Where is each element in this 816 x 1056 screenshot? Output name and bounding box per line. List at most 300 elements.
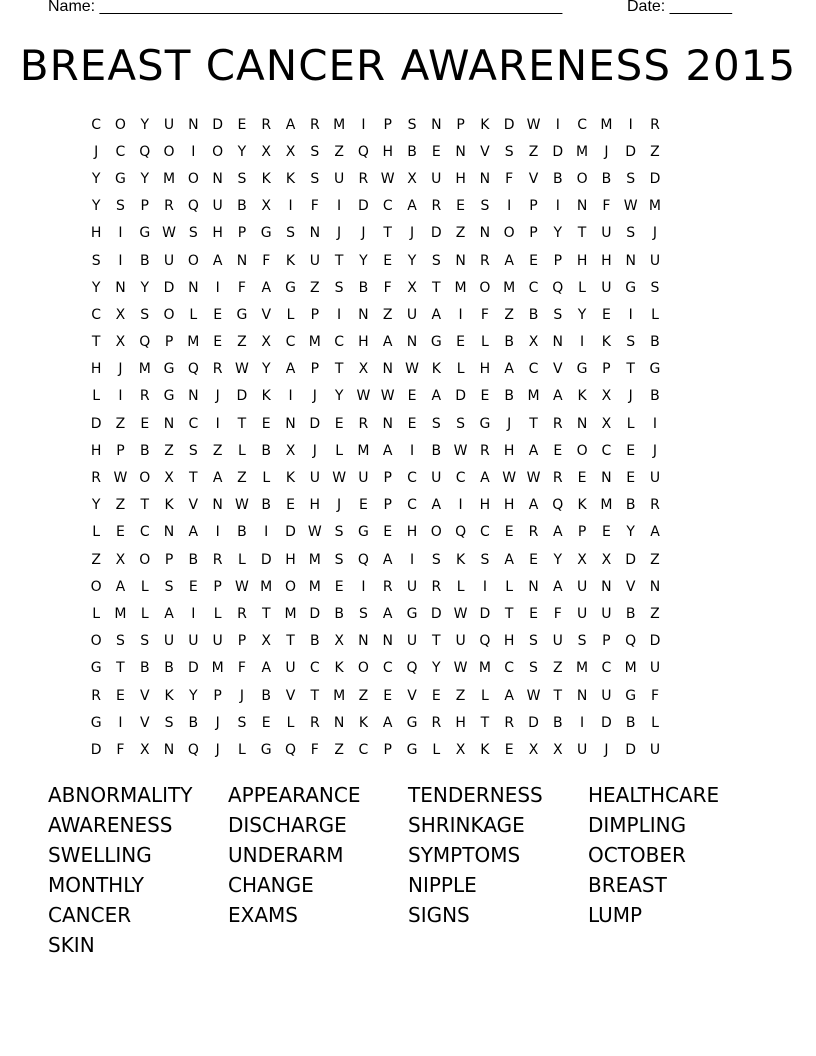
- grid-letter: K: [261, 170, 271, 187]
- grid-letter: A: [285, 361, 296, 378]
- grid-letter: M: [527, 388, 540, 405]
- grid-letter: N: [406, 334, 418, 351]
- grid-letter: B: [431, 442, 442, 459]
- grid-letter: Z: [358, 687, 369, 704]
- grid-letter: K: [480, 741, 490, 758]
- grid-letter: H: [601, 252, 612, 269]
- word-list-item: MONTHLY: [48, 873, 144, 897]
- grid-letter: L: [626, 415, 635, 432]
- grid-row: [84, 464, 740, 491]
- word-list: [48, 780, 768, 960]
- word-list-item: UNDERARM: [228, 843, 344, 867]
- grid-letter: S: [626, 225, 636, 242]
- grid-letter: N: [285, 415, 296, 432]
- grid-letter: E: [213, 306, 223, 323]
- word-list-item: SIGNS: [408, 903, 470, 927]
- grid-letter: Q: [285, 741, 297, 758]
- grid-letter: G: [406, 741, 418, 758]
- grid-letter: N: [431, 116, 442, 133]
- grid-letter: Z: [212, 442, 223, 459]
- grid-letter: N: [576, 415, 588, 432]
- grid-letter: T: [529, 415, 538, 432]
- grid-letter: A: [285, 116, 296, 133]
- grid-letter: M: [187, 334, 200, 351]
- grid-letter: R: [480, 442, 490, 459]
- grid-letter: L: [456, 361, 465, 378]
- grid-letter: N: [188, 279, 199, 296]
- word-list-item: SYMPTOMS: [408, 843, 521, 867]
- grid-letter: U: [431, 170, 442, 187]
- grid-letter: P: [164, 334, 174, 351]
- grid-letter: J: [215, 388, 220, 405]
- grid-letter: B: [650, 334, 660, 351]
- grid-letter: N: [358, 633, 369, 650]
- grid-letter: Z: [237, 334, 247, 351]
- grid-letter: U: [431, 470, 442, 487]
- grid-letter: E: [504, 524, 514, 541]
- grid-letter: P: [383, 741, 392, 758]
- letter-grid: [84, 111, 740, 764]
- grid-letter: Y: [577, 306, 587, 323]
- grid-letter: J: [118, 361, 123, 378]
- grid-letter: B: [552, 170, 563, 187]
- grid-letter: Q: [552, 279, 564, 296]
- grid-letter: X: [601, 388, 612, 405]
- grid-letter: K: [285, 252, 296, 269]
- grid-letter: K: [431, 361, 441, 378]
- grid-letter: H: [90, 225, 102, 242]
- grid-letter: F: [237, 660, 246, 677]
- grid-letter: J: [215, 714, 220, 731]
- grid-letter: E: [529, 605, 538, 622]
- grid-letter: U: [649, 252, 661, 269]
- grid-letter: U: [285, 660, 296, 677]
- grid-letter: M: [333, 687, 346, 704]
- grid-letter: A: [382, 334, 393, 351]
- grid-letter: W: [235, 578, 249, 595]
- grid-letter: H: [90, 442, 102, 459]
- grid-letter: F: [116, 741, 125, 758]
- grid-letter: Y: [189, 687, 198, 704]
- grid-letter: A: [553, 388, 563, 405]
- grid-letter: E: [334, 578, 344, 595]
- grid-letter: L: [505, 578, 514, 595]
- grid-letter: D: [187, 660, 199, 677]
- grid-letter: A: [212, 252, 223, 269]
- grid-letter: H: [455, 170, 466, 187]
- grid-letter: A: [164, 605, 174, 622]
- grid-letter: G: [357, 524, 369, 541]
- grid-letter: D: [260, 551, 272, 568]
- grid-letter: U: [649, 741, 661, 758]
- grid-letter: C: [407, 470, 417, 487]
- grid-letter: U: [163, 252, 175, 269]
- grid-letter: A: [504, 252, 514, 269]
- grid-letter: T: [140, 497, 150, 514]
- grid-letter: H: [309, 497, 321, 514]
- grid-letter: Y: [359, 252, 368, 269]
- grid-letter: V: [188, 497, 199, 514]
- grid-letter: S: [237, 714, 247, 731]
- grid-letter: I: [361, 578, 366, 595]
- grid-letter: B: [139, 252, 150, 269]
- grid-letter: R: [552, 415, 563, 432]
- grid-letter: K: [480, 116, 490, 133]
- grid-letter: I: [628, 306, 633, 323]
- grid-letter: O: [285, 578, 297, 595]
- grid-letter: V: [528, 170, 539, 187]
- grid-letter: X: [407, 170, 417, 187]
- grid-letter: I: [337, 306, 342, 323]
- grid-letter: T: [383, 225, 392, 242]
- grid-letter: D: [163, 279, 175, 296]
- grid-letter: G: [139, 225, 151, 242]
- grid-letter: N: [212, 170, 223, 187]
- grid-letter: M: [454, 279, 467, 296]
- grid-letter: I: [628, 116, 633, 133]
- grid-letter: O: [187, 252, 199, 269]
- word-list-item: AWARENESS: [48, 813, 173, 837]
- grid-letter: E: [407, 415, 417, 432]
- grid-letter: H: [503, 633, 515, 650]
- grid-letter: R: [139, 388, 150, 405]
- grid-letter: Y: [334, 388, 344, 405]
- grid-letter: M: [503, 279, 516, 296]
- grid-letter: P: [310, 306, 320, 323]
- grid-letter: N: [163, 741, 175, 758]
- grid-letter: N: [382, 415, 393, 432]
- grid-letter: Y: [432, 660, 441, 677]
- grid-letter: N: [552, 334, 564, 351]
- grid-letter: N: [212, 497, 223, 514]
- grid-letter: M: [211, 660, 224, 677]
- grid-letter: T: [577, 225, 587, 242]
- grid-letter: P: [116, 442, 125, 459]
- grid-letter: N: [455, 143, 466, 160]
- grid-letter: Y: [140, 279, 150, 296]
- grid-letter: P: [529, 198, 538, 215]
- grid-letter: D: [212, 116, 224, 133]
- grid-letter: K: [577, 388, 587, 405]
- grid-letter: I: [118, 252, 123, 269]
- grid-letter: I: [409, 442, 415, 459]
- grid-row: [84, 682, 740, 709]
- grid-letter: M: [308, 578, 321, 595]
- grid-letter: Z: [164, 442, 174, 459]
- grid-letter: T: [91, 334, 101, 351]
- grid-letter: W: [526, 687, 541, 704]
- grid-letter: I: [482, 578, 487, 595]
- grid-letter: T: [261, 605, 271, 622]
- grid-letter: S: [456, 415, 466, 432]
- word-list-item: OCTOBER: [588, 843, 686, 867]
- word-list-item: BREAST: [588, 873, 667, 897]
- grid-letter: J: [239, 687, 244, 704]
- grid-letter: J: [652, 442, 658, 459]
- grid-letter: Y: [626, 524, 635, 541]
- grid-letter: V: [285, 687, 296, 704]
- grid-letter: D: [528, 714, 539, 731]
- grid-letter: R: [650, 497, 660, 514]
- grid-letter: R: [431, 714, 442, 731]
- grid-letter: S: [431, 415, 441, 432]
- grid-letter: P: [602, 633, 611, 650]
- grid-letter: S: [286, 225, 295, 242]
- grid-letter: P: [213, 687, 222, 704]
- grid-letter: L: [578, 279, 586, 296]
- grid-letter: B: [625, 605, 636, 622]
- word-list-item: HEALTHCARE: [588, 783, 720, 807]
- grid-letter: X: [115, 551, 126, 568]
- grid-letter: R: [382, 578, 393, 595]
- grid-letter: C: [601, 442, 612, 459]
- grid-letter: M: [576, 660, 589, 677]
- grid-letter: U: [406, 633, 418, 650]
- grid-letter: R: [212, 551, 223, 568]
- grid-letter: P: [383, 470, 392, 487]
- grid-letter: P: [237, 633, 247, 650]
- grid-letter: H: [212, 225, 223, 242]
- grid-letter: U: [163, 633, 175, 650]
- grid-letter: F: [310, 198, 319, 215]
- grid-row: [84, 437, 740, 464]
- grid-letter: J: [652, 225, 658, 242]
- grid-letter: C: [382, 198, 393, 215]
- grid-letter: W: [235, 497, 249, 514]
- grid-letter: K: [358, 714, 368, 731]
- grid-letter: W: [405, 361, 419, 378]
- grid-letter: J: [312, 388, 317, 405]
- grid-letter: Y: [91, 198, 101, 215]
- grid-letter: N: [163, 524, 175, 541]
- grid-letter: R: [504, 714, 515, 731]
- grid-letter: B: [310, 633, 320, 650]
- grid-letter: R: [358, 415, 369, 432]
- grid-letter: U: [576, 741, 588, 758]
- grid-letter: A: [504, 687, 514, 704]
- word-list-item: DIMPLING: [588, 813, 687, 837]
- grid-letter: O: [139, 551, 151, 568]
- grid-row: [84, 329, 740, 356]
- grid-letter: E: [383, 687, 393, 704]
- grid-letter: L: [140, 605, 149, 622]
- grid-letter: Q: [552, 497, 564, 514]
- grid-row: [84, 301, 740, 328]
- grid-letter: H: [479, 497, 491, 514]
- grid-letter: P: [456, 116, 465, 133]
- grid-letter: P: [164, 551, 174, 568]
- grid-letter: C: [601, 660, 612, 677]
- grid-letter: H: [479, 361, 491, 378]
- grid-letter: B: [237, 198, 247, 215]
- grid-letter: Y: [237, 143, 247, 160]
- grid-letter: S: [91, 252, 101, 269]
- grid-letter: U: [601, 605, 612, 622]
- grid-letter: Q: [357, 143, 369, 160]
- grid-letter: V: [139, 714, 150, 731]
- name-field-label: Name: ____________________________________________________: [48, 0, 563, 15]
- grid-letter: F: [383, 279, 392, 296]
- grid-row: [84, 247, 740, 274]
- grid-letter: R: [528, 524, 539, 541]
- grid-letter: N: [188, 388, 199, 405]
- grid-letter: R: [91, 470, 102, 487]
- grid-letter: J: [337, 225, 342, 242]
- grid-letter: L: [262, 470, 271, 487]
- grid-letter: Q: [455, 524, 467, 541]
- grid-letter: X: [261, 198, 272, 215]
- grid-letter: R: [309, 116, 320, 133]
- grid-letter: X: [115, 334, 126, 351]
- grid-letter: U: [358, 470, 369, 487]
- grid-letter: B: [407, 143, 417, 160]
- grid-letter: P: [140, 198, 149, 215]
- grid-letter: S: [188, 442, 198, 459]
- grid-letter: O: [114, 116, 126, 133]
- grid-letter: A: [431, 306, 442, 323]
- grid-letter: N: [479, 170, 491, 187]
- grid-letter: O: [163, 143, 175, 160]
- grid-letter: M: [600, 116, 613, 133]
- grid-letter: D: [236, 388, 248, 405]
- grid-letter: M: [600, 497, 613, 514]
- grid-letter: L: [651, 306, 659, 323]
- grid-letter: Z: [528, 143, 539, 160]
- grid-letter: W: [380, 388, 395, 405]
- grid-letter: T: [432, 279, 441, 296]
- grid-letter: S: [650, 279, 660, 296]
- grid-letter: U: [188, 633, 199, 650]
- grid-letter: G: [406, 714, 418, 731]
- grid-letter: A: [212, 470, 223, 487]
- grid-letter: W: [453, 442, 468, 459]
- grid-letter: U: [309, 252, 320, 269]
- grid-letter: U: [601, 225, 612, 242]
- grid-letter: E: [213, 334, 223, 351]
- grid-letter: R: [164, 198, 174, 215]
- grid-letter: M: [576, 143, 589, 160]
- grid-letter: H: [455, 714, 466, 731]
- grid-letter: L: [140, 578, 149, 595]
- grid-letter: S: [407, 116, 417, 133]
- grid-letter: I: [118, 388, 123, 405]
- grid-letter: S: [188, 225, 198, 242]
- grid-letter: C: [91, 306, 102, 323]
- grid-letter: B: [358, 279, 369, 296]
- grid-letter: Y: [140, 170, 150, 187]
- grid-letter: T: [116, 660, 125, 677]
- grid-letter: D: [479, 605, 491, 622]
- grid-letter: N: [333, 714, 345, 731]
- grid-letter: F: [262, 252, 271, 269]
- grid-letter: O: [503, 225, 515, 242]
- grid-letter: O: [90, 578, 102, 595]
- grid-letter: M: [648, 198, 662, 215]
- grid-letter: Z: [334, 741, 344, 758]
- grid-letter: A: [115, 578, 126, 595]
- grid-letter: P: [213, 578, 222, 595]
- grid-letter: S: [480, 551, 490, 568]
- grid-letter: D: [90, 741, 102, 758]
- grid-letter: E: [601, 306, 611, 323]
- grid-letter: E: [431, 143, 441, 160]
- grid-letter: Z: [115, 497, 126, 514]
- grid-letter: L: [432, 741, 441, 758]
- grid-letter: C: [577, 116, 587, 133]
- grid-letter: I: [555, 198, 560, 215]
- grid-letter: E: [553, 442, 563, 459]
- grid-letter: B: [334, 605, 344, 622]
- grid-letter: E: [456, 198, 466, 215]
- grid-letter: P: [237, 225, 247, 242]
- grid-letter: D: [90, 415, 102, 432]
- grid-letter: A: [528, 497, 539, 514]
- grid-letter: A: [188, 524, 199, 541]
- word-list-item: NIPPLE: [408, 873, 477, 897]
- grid-letter: V: [139, 687, 150, 704]
- grid-letter: F: [480, 306, 489, 323]
- grid-letter: N: [382, 361, 393, 378]
- grid-letter: E: [456, 334, 466, 351]
- grid-letter: A: [431, 388, 442, 405]
- grid-letter: U: [163, 116, 175, 133]
- grid-letter: N: [382, 633, 393, 650]
- grid-letter: C: [91, 116, 102, 133]
- grid-letter: D: [358, 198, 369, 215]
- grid-letter: R: [91, 687, 102, 704]
- grid-letter: G: [406, 605, 418, 622]
- word-list-item: ABNORMALITY: [48, 783, 193, 807]
- grid-letter: S: [480, 198, 490, 215]
- grid-letter: O: [479, 279, 491, 296]
- grid-letter: G: [90, 660, 102, 677]
- grid-letter: S: [140, 633, 150, 650]
- grid-letter: X: [164, 470, 174, 487]
- grid-letter: Y: [91, 497, 101, 514]
- grid-letter: D: [430, 225, 442, 242]
- grid-row: [84, 410, 740, 437]
- grid-letter: K: [577, 497, 587, 514]
- grid-letter: M: [114, 605, 127, 622]
- grid-letter: O: [576, 170, 588, 187]
- grid-letter: N: [576, 687, 588, 704]
- grid-letter: M: [478, 660, 491, 677]
- grid-letter: S: [577, 633, 587, 650]
- grid-letter: A: [553, 524, 563, 541]
- grid-letter: J: [409, 225, 415, 242]
- grid-letter: I: [409, 551, 415, 568]
- grid-letter: E: [261, 415, 271, 432]
- grid-letter: R: [237, 605, 247, 622]
- grid-letter: B: [261, 687, 272, 704]
- grid-letter: O: [212, 143, 224, 160]
- grid-letter: Q: [139, 143, 151, 160]
- grid-letter: V: [407, 687, 417, 704]
- grid-letter: N: [358, 306, 369, 323]
- grid-letter: Z: [650, 551, 660, 568]
- grid-letter: R: [480, 252, 490, 269]
- grid-letter: R: [358, 170, 369, 187]
- grid-letter: J: [312, 442, 317, 459]
- grid-row: [84, 600, 740, 627]
- grid-letter: B: [188, 551, 199, 568]
- grid-letter: S: [504, 143, 514, 160]
- grid-letter: T: [189, 470, 198, 487]
- grid-letter: I: [507, 198, 512, 215]
- grid-letter: T: [553, 687, 563, 704]
- grid-letter: H: [90, 361, 102, 378]
- grid-letter: E: [188, 578, 198, 595]
